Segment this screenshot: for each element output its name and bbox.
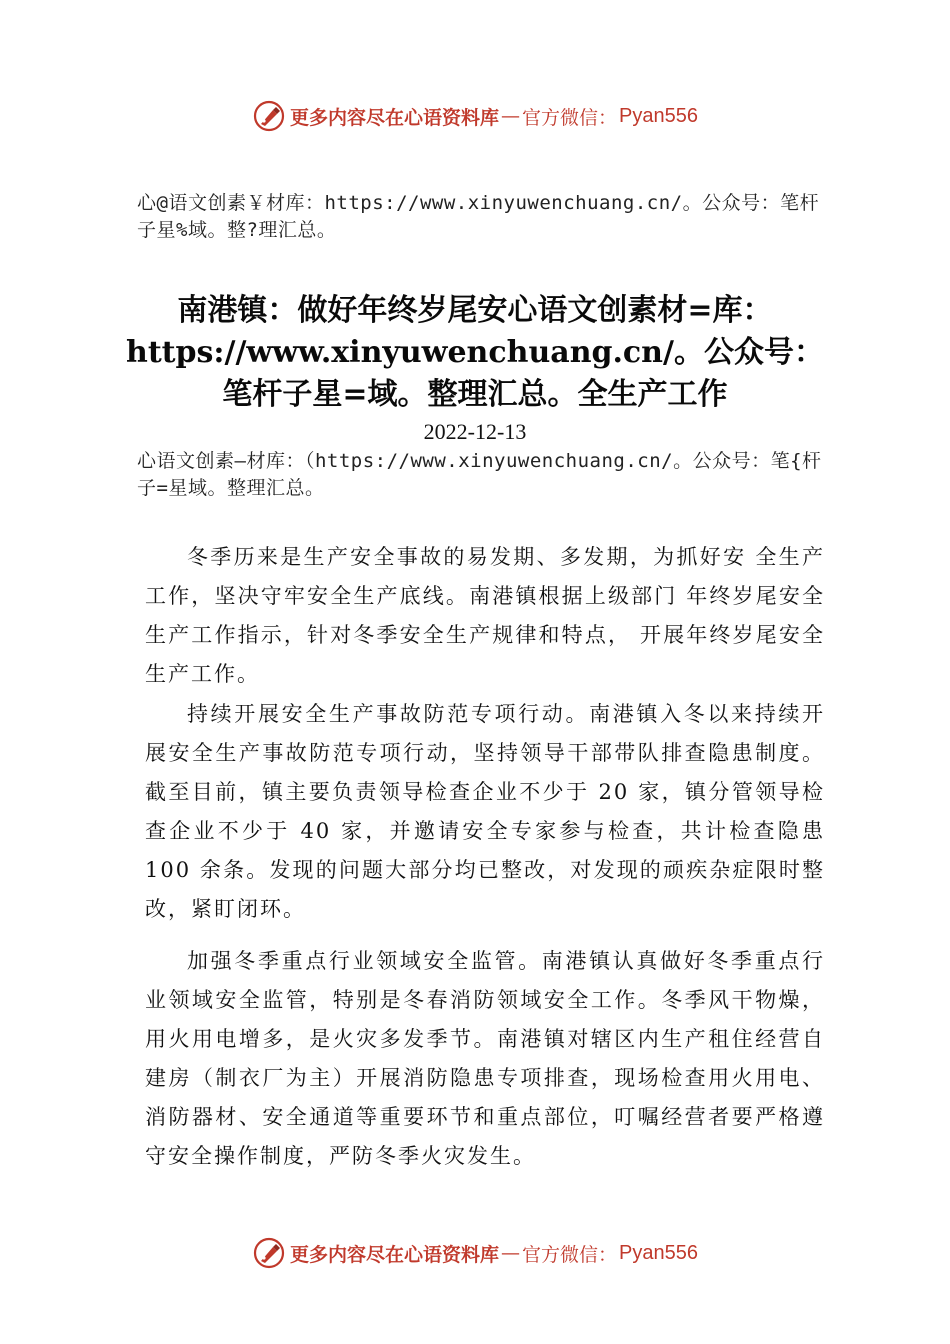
paragraph: 持续开展安全生产事故防范专项行动。南港镇入冬以来持续开展安全生产事故防范专项行动，坚持领导干部带队排查隐患制度。截至目前，镇主要负责领导检查企业不少于 20 家，镇分管领导检查企业不少于 40 家，并邀请安全专家参与检查，共计检查隐患 100 余条。发现的问题大部分均已整改，对发现的顽疾杂症限时整改，紧盯闭环。 [145, 702, 825, 921]
watermark-text: 心语文创素—材库：（https://www.xinyuwenchuang.cn/。公众号：笔{杆子=星域。整理汇总。 [137, 450, 822, 499]
title-line: 南港镇：做好年终岁尾安心语文创素材=库： [177, 293, 773, 328]
banner-handle: Pyan556 [619, 1241, 698, 1264]
banner-dash: — [501, 1242, 521, 1264]
header-banner [0, 96, 950, 136]
banner-dash: — [501, 105, 521, 127]
body-section [145, 538, 825, 694]
pen-nib-logo-icon [252, 1236, 286, 1270]
publish-date: 2022-12-13 [423, 419, 527, 444]
paragraph: 冬季历来是生产安全事故的易发期、多发期，为抓好安 全生产工作，坚决守牢安全生产底线。南港镇根据上级部门 年终岁尾安全生产工作指示，针对冬季安全生产规律和特点， 开展年终岁尾安全生产工作。 [145, 545, 825, 686]
title-line: 笔杆子星=域。整理汇总。全生产工作 [222, 377, 728, 412]
banner-main-text: 更多内容尽在心语资料库 [290, 1243, 500, 1266]
body-section [145, 942, 825, 1176]
banner-label: 官方微信： [522, 1243, 618, 1266]
title-line: https://www.xinyuwenchuang.cn/。公众号： [126, 335, 824, 370]
banner-label: 官方微信： [522, 106, 618, 129]
footer-banner [0, 1233, 950, 1273]
document-title [60, 290, 890, 416]
banner-main-text: 更多内容尽在心语资料库 [290, 106, 500, 129]
watermark-text: 心@语文创素￥材库：https://www.xinyuwenchuang.cn/。公众号：笔杆子星%域。整?理汇总。 [137, 192, 820, 241]
banner-handle: Pyan556 [619, 104, 698, 127]
pen-nib-logo-icon [252, 99, 286, 133]
body-section [145, 695, 825, 929]
paragraph: 加强冬季重点行业领域安全监管。南港镇认真做好冬季重点行业领域安全监管，特别是冬春消防领域安全工作。冬季风干物燥，用火用电增多，是火灾多发季节。南港镇对辖区内生产租住经营自建房（制衣厂为主）开展消防隐患专项排查，现场检查用火用电、消防器材、安全通道等重要环节和重点部位，叮嘱经营者要严格遵守安全操作制度，严防冬季火灾发生。 [145, 949, 825, 1168]
